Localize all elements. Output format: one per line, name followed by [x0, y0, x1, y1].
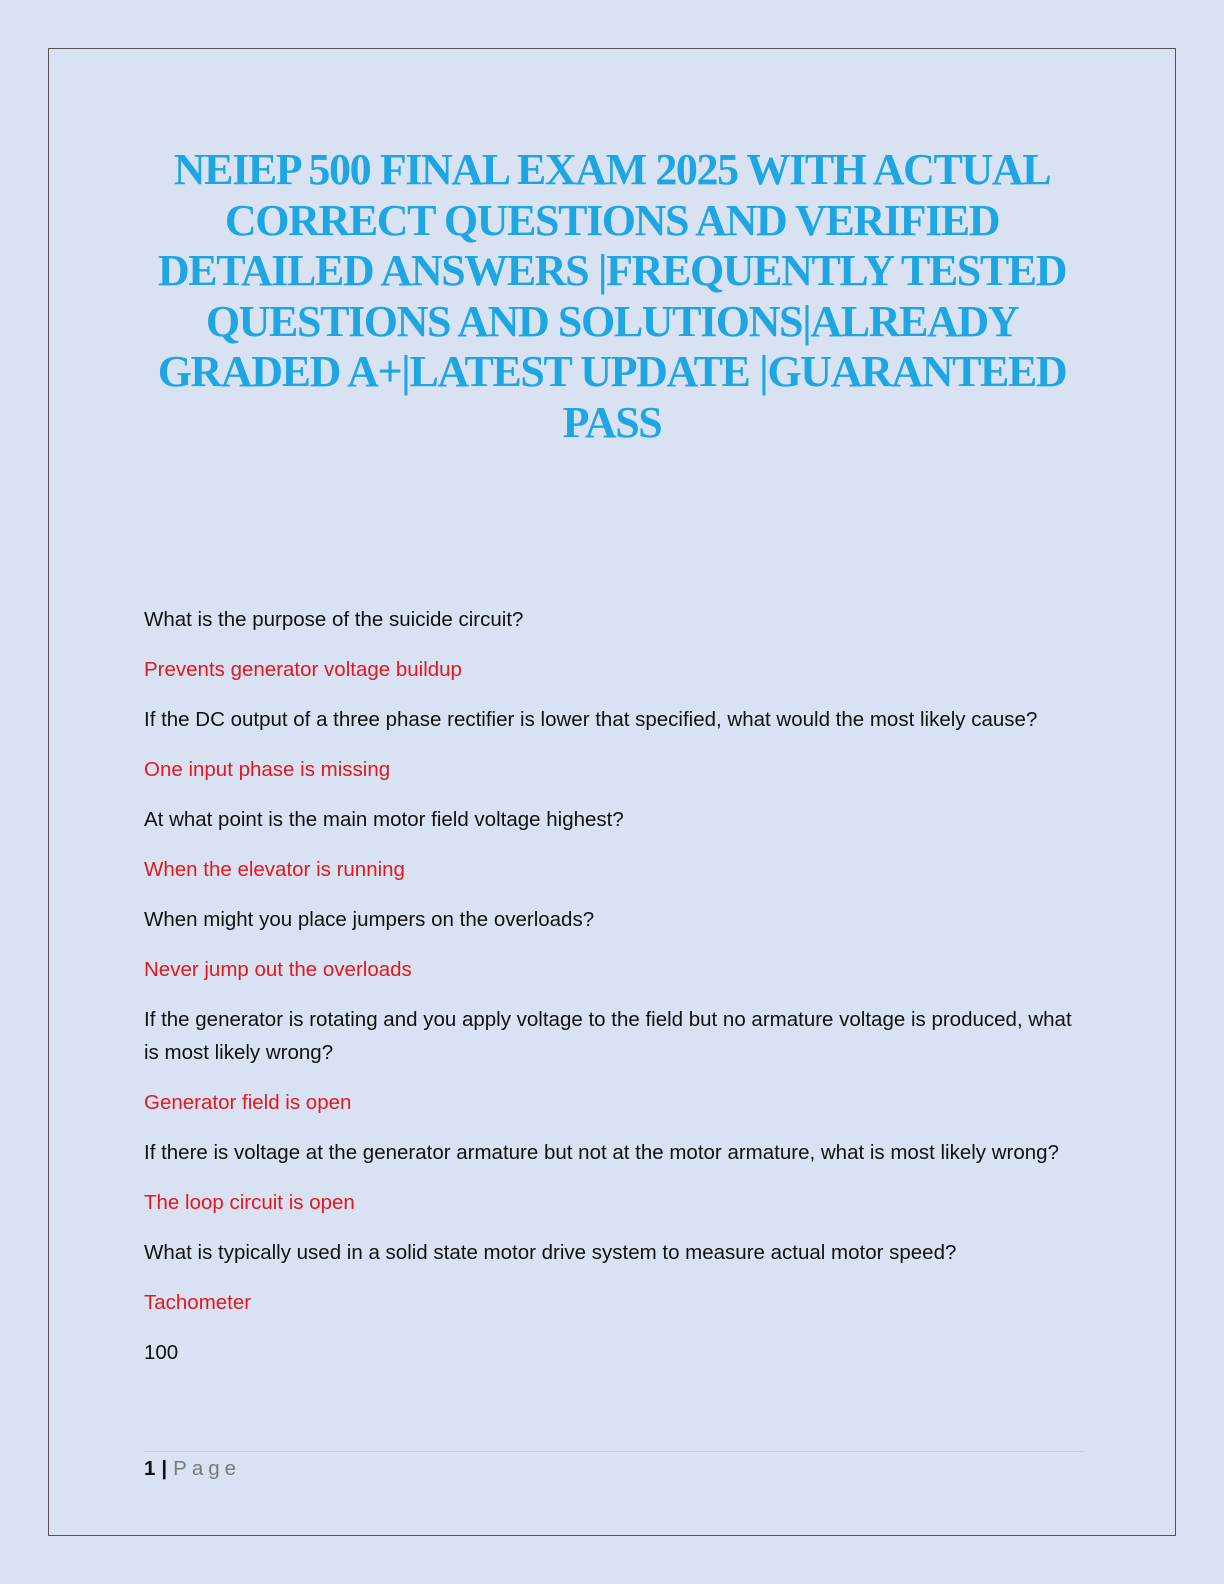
answer-text: The loop circuit is open: [144, 1191, 355, 1214]
question-text: If the DC output of a three phase rectifier is lower that specified, what would the most likely cause?: [144, 708, 1038, 731]
document-title: NEIEP 500 FINAL EXAM 2025 WITH ACTUAL CORRECT QUESTIONS AND VERIFIED DETAILED ANSWERS |FREQUENTLY TESTED QUESTIONS AND SOLUTIONS|ALREADY GRADED A+|LATEST UPDATE |GUARANTEED PASS: [157, 145, 1067, 447]
question-text: What is typically used in a solid state motor drive system to measure actual motor speed?: [144, 1241, 957, 1264]
page-number: 1: [144, 1457, 156, 1480]
page-footer: [144, 1455, 241, 1483]
question-text: If the generator is rotating and you apply voltage to the field but no armature voltage is produced, what is most likely wrong?: [144, 1008, 1072, 1064]
answer-text: Prevents generator voltage buildup: [144, 658, 462, 681]
question-text: If there is voltage at the generator armature but not at the motor armature, what is most likely wrong?: [144, 1141, 1059, 1164]
qa-list: [144, 603, 1084, 1386]
question-text: At what point is the main motor field voltage highest?: [144, 808, 624, 831]
answer-text: Generator field is open: [144, 1091, 352, 1114]
answer-text: Never jump out the overloads: [144, 958, 412, 981]
question-text: What is the purpose of the suicide circuit?: [144, 608, 524, 631]
footer-separator: |: [161, 1457, 168, 1480]
trailing-text: 100: [144, 1341, 179, 1364]
answer-text: Tachometer: [144, 1291, 252, 1314]
question-text: When might you place jumpers on the overloads?: [144, 908, 595, 931]
footer-divider: [144, 1451, 1084, 1452]
page-label: Page: [173, 1457, 242, 1480]
answer-text: When the elevator is running: [144, 858, 405, 881]
answer-text: One input phase is missing: [144, 758, 391, 781]
